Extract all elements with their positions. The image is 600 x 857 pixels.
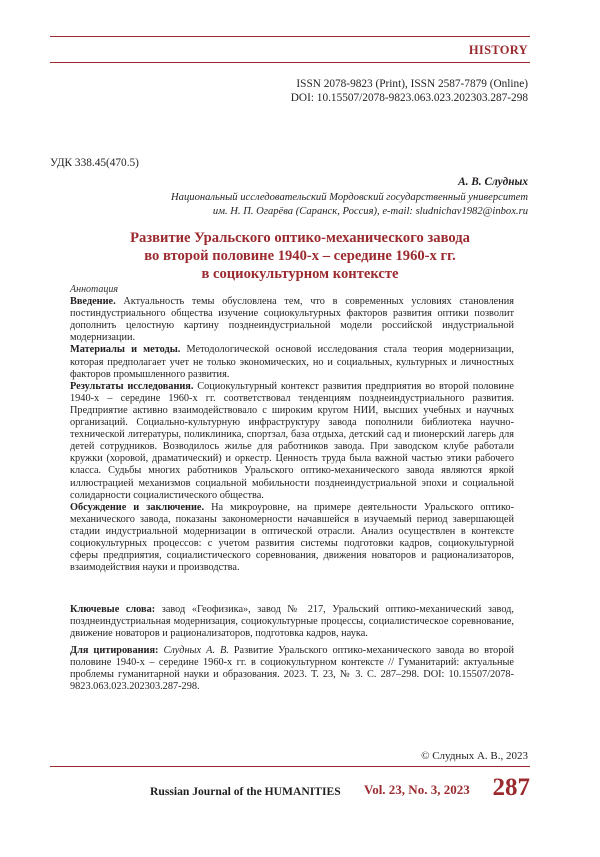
title-line-2: во второй половине 1940-х – середине 1960-х гг. [144, 248, 456, 264]
section-tag: HISTORY [468, 43, 528, 57]
methods-text: Методологической основой исследования стала теория модернизации, которая предполагает учет не только экономических, но и социальных, культурных и личностных факторов промышленного развития. [70, 344, 514, 380]
affiliation [58, 191, 528, 219]
results-text: Социокультурный контекст развития предприятия во второй половине 1940-х – середине 1960-х гг. соответствовал тенденциям позднеиндустриального развития. Предприятие активно взаимодействовало с широким кругом НИИ, высших учебных и научных организаций. Социально-культурную инфраструктуру завода пополнили библиотека научно-технической литературы, поликлиника, спортзал, база отдыха, детский сад и пионерский лагерь для детей сотрудников. Возводилось жилье для работников завода. При заводском клубе работали кружки (хоровой, драматический) и оркестр. Ценность труда была важной частью этики рабочего класса. Судьбы многих работников Уральского оптико-механического завода являются яркой иллюстрацией механизмов социальной мобильности позднеиндустриальной эпохи и социальной солидарности социалистического общества. [70, 380, 514, 501]
copyright: © Слудных А. В., 2023 [421, 750, 528, 762]
keywords-text: завод «Геофизика», завод № 217, Уральский оптико-механический завод, позднеиндустриальная модернизация, социокультурные процессы, социалистическое соревнование, движение новаторов и рационализаторов, подготовка кадров, наука. [70, 604, 515, 640]
discussion-text: На микроуровне, на примере деятельности Уральского оптико-механического завода, показаны закономерности начавшейся в изучаемый период завершающей стадии индустриальной модернизации в оптической отрасли. Анализ осуществлен в контексте социокультурных процессов: с учетом развития системы подготовки кадров, социокультурной сферы предприятия, социалистического соревнования, движения новаторов и рационализаторов, взаимодействия науки и производства. [70, 501, 514, 574]
introduction-heading: Введение. [70, 296, 116, 308]
introduction-text: Актуальность темы обусловлена тем, что в современных условиях становления постиндустриального общества изучение социокультурных факторов развития оптики позволит дополнить целостную картину позднеиндустриальной модели российской индустриальной модернизации. [70, 296, 514, 344]
abstract-label: Аннотация [70, 284, 119, 295]
author-name: А. В. Слудных [458, 176, 528, 188]
article-title [60, 229, 540, 283]
page-footer [150, 772, 530, 802]
title-line-3: в социокультурном контексте [201, 266, 399, 282]
journal-name: Russian Journal of the HUMANITIES [150, 785, 341, 798]
abstract [70, 284, 514, 574]
udk-code: УДК 338.45(470.5) [50, 157, 139, 169]
affiliation-line-2[interactable]: им. Н. П. Огарёва (Саранск, Россия), e-mail: sludnichav1982@inbox.ru [212, 206, 528, 217]
results-heading: Результаты исследования. [70, 380, 194, 392]
affiliation-line-1: Национальный исследовательский Мордовский государственный университет [171, 192, 528, 203]
keywords [70, 604, 514, 640]
abstract-introduction [70, 296, 514, 344]
methods-heading: Материалы и методы. [70, 344, 181, 356]
keywords-heading: Ключевые слова: [70, 604, 156, 615]
header-rule-bottom [50, 62, 530, 63]
abstract-methods [70, 344, 514, 380]
title-line-1: Развитие Уральского оптико-механического завода [130, 230, 470, 246]
volume-info: Vol. 23, No. 3, 2023 [364, 782, 470, 797]
citation-authors: Слудных А. В. [158, 645, 229, 656]
citation-heading: Для цитирования: [70, 645, 159, 656]
abstract-discussion [70, 502, 514, 575]
doi-line[interactable]: DOI: 10.15507/2078-9823.063.023.202303.287-298 [290, 92, 528, 104]
abstract-results [70, 381, 514, 502]
citation [70, 645, 514, 693]
page-number: 287 [492, 774, 530, 801]
discussion-heading: Обсуждение и заключение. [70, 501, 205, 513]
citation-text: Развитие Уральского оптико-механического завода во второй половине 1940-х – середине 1960-х гг. в социокультурном контексте // Гуманитарий: актуальные проблемы гуманитарной науки и образования. 2023. Т. 23, № 3. С. 287–298. DOI: 10.15507/2078-9823.063.023.202303.287-298. [70, 645, 514, 693]
footer-rule [50, 766, 530, 767]
issn-line: ISSN 2078-9823 (Print), ISSN 2587-7879 (Online) [296, 78, 528, 90]
header-rule-top [50, 36, 530, 37]
issn-block [291, 77, 528, 105]
